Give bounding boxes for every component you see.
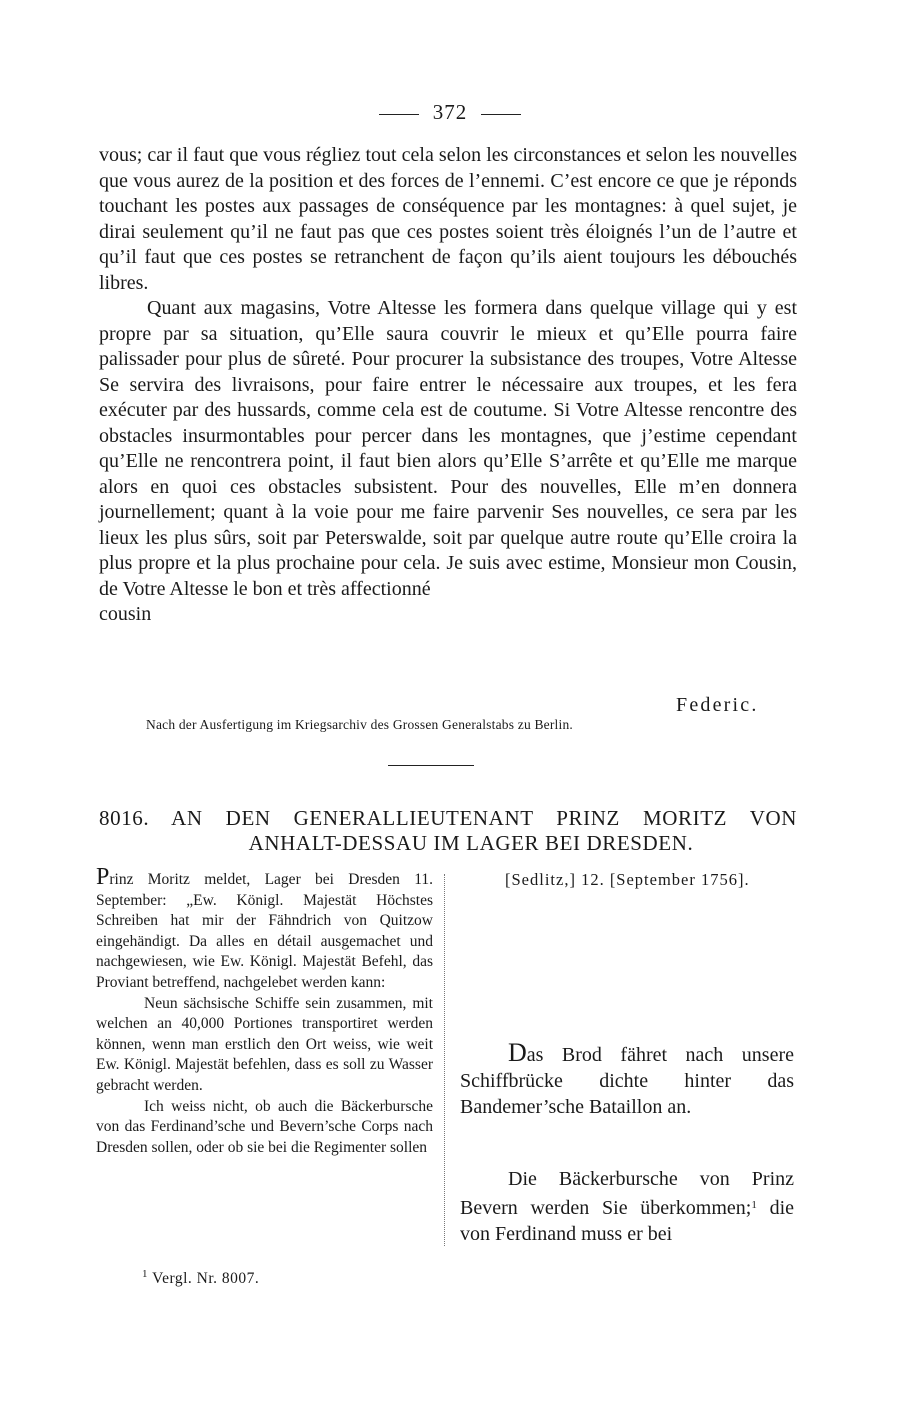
footnote [142, 1268, 259, 1288]
reply-paragraph [460, 1166, 794, 1247]
report-paragraph: Neun sächsische Schiffe sein zusammen, mit welchen an 40,000 Portiones transportiret werden können, wenn man erstlich den Ort weiss, wie weit Ew. Königl. Majestät befehlen, dass es soll zu Wasser gebracht werden. [96, 994, 433, 1094]
reply-text: Die Bäckerbursche von Prinz Bevern werden Sie überkommen; [460, 1168, 794, 1219]
signature: Federic. [676, 694, 759, 716]
page-number [0, 100, 900, 125]
report-column [96, 864, 433, 1158]
heading-line-2: ANHALT-DESSAU IM LAGER BEI DRESDEN. [248, 831, 694, 855]
letter-body [99, 143, 797, 628]
report-text: rinz Moritz meldet, Lager bei Dresden 11. September: „Ew. Königl. Majestät Höchstes Schreiben hat mir der Fähndrich von Quitzow eingehändigt. Da alles en détail ausgemachet und nachgewiesen, wie Ew. Königl. Majestät Befehl, das Proviant betreffend, nachgelebet werden kann: [96, 871, 433, 991]
document-number: 8016. [99, 806, 150, 830]
report-paragraph: Ich weiss nicht, ob auch die Bäckerbursche von das Ferdinand’sche und Bevern’sche Corps nach Dresden sollen, oder ob sie bei die Regimenter sollen [96, 1097, 433, 1156]
letter-paragraph: Quant aux magasins, Votre Altesse les formera dans quelque village qui y est propre par sa situation, qu’Elle saura couvrir le mieux et qu’Elle pourra faire palissader pour plus de sûreté. Pour procurer la subsistance des troupes, Votre Altesse Se servira des livraisons, pour faire entrer le nécessaire aux troupes, et les fera exécuter par des hussards, comme cela est de coutume. Si Votre Altesse rencontre des obstacles insurmontables pour percer dans les montagnes, que j’estime cependant qu’Elle ne rencontrera point, il faut bien alors qu’Elle S’arrête et qu’Elle me marque alors en quoi ces obstacles subsistent. Pour des nouvelles, Elle m’en donnera journellement; quant à la voie pour me faire parvenir Ses nouvelles, ce sera par les lieux les plus sûrs, soit par Peterswalde, soit par quelque autre route qu’Elle croira la plus propre et la plus prochaine pour cela. Je suis avec estime, Monsieur mon Cousin, de Votre Altesse le bon et très affectionné [99, 297, 797, 600]
footnote-reference: 1 [751, 1199, 757, 1211]
source-note: Nach der Ausfertigung im Kriegsarchiv des Grossen Generalstabs zu Berlin. [146, 717, 573, 732]
heading-line-1 [99, 806, 797, 831]
column-separator [444, 874, 445, 1246]
letter-paragraph: vous; car il faut que vous régliez tout cela selon les circonstances et selon les nouvelles que vous aurez de la position et des forces de l’ennemi. C’est encore ce que je réponds touchant les postes aux passages de conséquence par les montagnes: à quel sujet, je dirai seulement qu’il ne faut pas que ces postes soient très éloignés l’un de l’autre et qu’il faut que ces postes se retranchent de façon qu’ils aient toujours les débouchés libres. [99, 144, 797, 294]
reply-dropcap: D [508, 1038, 527, 1067]
reply-text-block [460, 1166, 794, 1247]
reply-paragraph [460, 1040, 794, 1120]
report-dropcap: P [96, 864, 110, 890]
footnote-text: Vergl. Nr. 8007. [152, 1270, 260, 1287]
document-heading [99, 806, 797, 856]
page-number-rule-left [379, 114, 419, 115]
report-paragraph [96, 864, 433, 994]
footnote-marker: 1 [142, 1268, 148, 1280]
letter-closing: cousin [99, 603, 152, 625]
section-divider [388, 765, 474, 766]
reply-text: as Brod fähret nach unsere Schiffbrücke dichte hinter das Bandemer’sche Bataillon an. [460, 1044, 794, 1118]
reply-text-block [460, 1040, 794, 1120]
reply-text-continued: die von Ferdinand muss er bei [460, 1197, 794, 1245]
page-number-value: 372 [432, 100, 468, 124]
page-number-rule-right [481, 114, 521, 115]
heading-text-1: AN DEN GENERALLIEUTENANT PRINZ MORITZ VON [171, 806, 797, 830]
document-date: [Sedlitz,] 12. [September 1756]. [505, 870, 750, 889]
